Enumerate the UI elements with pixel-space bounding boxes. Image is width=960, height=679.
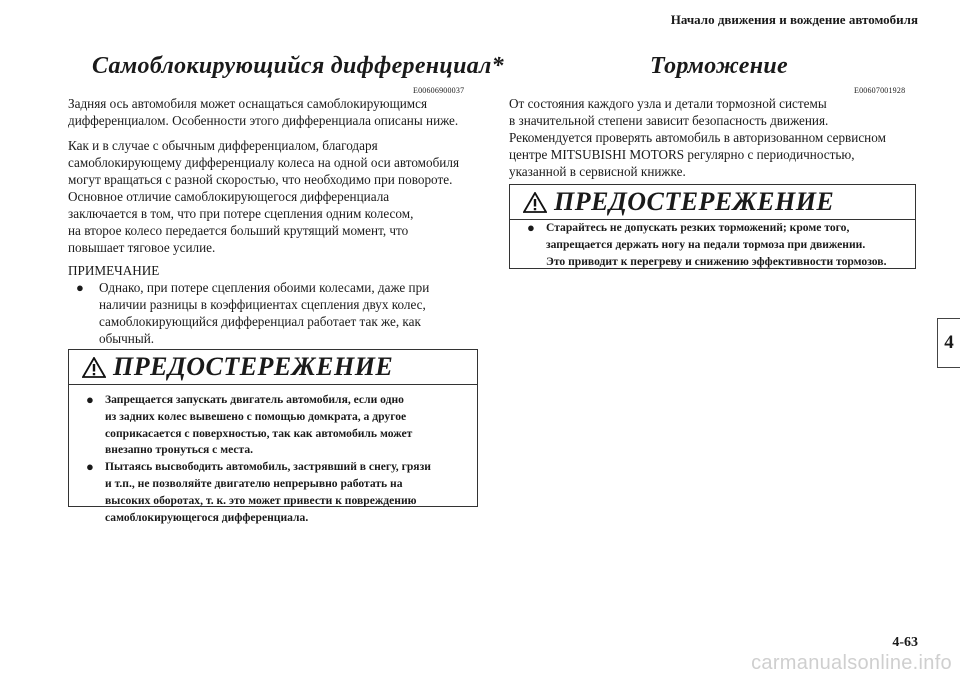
section-title-braking: Торможение bbox=[650, 53, 788, 79]
text-line: Основное отличие самоблокирующегося дифференциала bbox=[68, 189, 390, 204]
text-line: высоких оборотах, т. к. это может привести к повреждению bbox=[105, 493, 417, 507]
text-line: внезапно тронуться с места. bbox=[105, 443, 254, 457]
text-line: и т.п., не позволяйте двигателю непрерывно работать на bbox=[105, 476, 403, 490]
warning-item bbox=[69, 459, 477, 526]
note-label: ПРИМЕЧАНИЕ bbox=[68, 263, 160, 278]
text-line: могут вращаться с разной скоростью, что необходимо при повороте. bbox=[68, 172, 453, 187]
intro-paragraph bbox=[68, 95, 458, 129]
text-line: Как и в случае с обычным дифференциалом, благодаря bbox=[68, 138, 378, 153]
braking-paragraph bbox=[509, 95, 886, 180]
text-line: Это приводит к перегреву и снижению эффективности тормозов. bbox=[546, 254, 887, 268]
warning-title: ПРЕДОСТЕРЕЖЕНИЕ bbox=[113, 352, 394, 381]
section-code: E00606900037 bbox=[413, 86, 465, 95]
warning-item bbox=[69, 392, 477, 459]
explanation-paragraph bbox=[68, 137, 459, 256]
text-line: наличии разницы в коэффициентах сцепления двух колес, bbox=[99, 297, 426, 312]
text-line: самоблокирующийся дифференциал работает так же, как bbox=[99, 314, 421, 329]
text-line: запрещается держать ногу на педали тормоза при движении. bbox=[546, 237, 866, 251]
page-number: 4-63 bbox=[892, 635, 918, 650]
watermark: carmanualsonline.info bbox=[751, 652, 952, 674]
text-line: Пытаясь высвободить автомобиль, застрявший в снегу, грязи bbox=[105, 460, 431, 474]
note-item bbox=[68, 279, 468, 347]
section-code: E00607001928 bbox=[854, 86, 906, 95]
warning-list bbox=[69, 385, 477, 526]
bullet-icon: ● bbox=[86, 459, 94, 475]
bullet-icon: ● bbox=[527, 220, 535, 235]
text-line: самоблокирующему дифференциалу колеса на одной оси автомобиля bbox=[68, 155, 460, 170]
text-line: От состояния каждого узла и детали тормозной системы bbox=[509, 96, 827, 111]
text-line: на второе колесо передается больший крутящий момент, что bbox=[68, 223, 409, 238]
text-line: самоблокирующегося дифференциала. bbox=[105, 510, 309, 524]
warning-box-differential bbox=[68, 349, 478, 524]
text-line: Задняя ось автомобиля может оснащаться самоблокирующимся bbox=[68, 96, 428, 111]
warning-triangle-icon bbox=[523, 192, 547, 213]
text-line: повышает тяговое усилие. bbox=[68, 240, 216, 255]
text-line: дифференциалом. Особенности этого дифференциала описаны ниже. bbox=[68, 113, 459, 128]
warning-box-braking bbox=[509, 184, 916, 269]
text-line: из задних колес вывешено с помощью домкрата, а другое bbox=[105, 409, 407, 423]
text-line: Старайтесь не допускать резких торможений; кроме того, bbox=[546, 221, 850, 234]
section-title-locking-differential: Самоблокирующийся дифференциал* bbox=[92, 53, 504, 79]
text-line: заключается в том, что при потере сцепления одним колесом, bbox=[68, 206, 414, 221]
text-line: обычный. bbox=[99, 331, 155, 346]
text-line: центре MITSUBISHI MOTORS регулярно с периодичностью, bbox=[509, 147, 855, 162]
text-line: Запрещается запускать двигатель автомобиля, если одно bbox=[105, 393, 404, 406]
warning-list bbox=[510, 220, 915, 270]
warning-triangle-icon bbox=[82, 357, 106, 378]
warning-item bbox=[510, 220, 915, 270]
chapter-header: Начало движения и вождение автомобиля bbox=[670, 12, 918, 27]
text-line: Рекомендуется проверять автомобиль в авторизованном сервисном bbox=[509, 130, 886, 145]
warning-title: ПРЕДОСТЕРЕЖЕНИЕ bbox=[554, 187, 835, 216]
text-line: указанной в сервисной книжке. bbox=[509, 164, 686, 179]
bullet-icon: ● bbox=[86, 392, 94, 407]
text-line: Однако, при потере сцепления обоими колесами, даже при bbox=[99, 280, 430, 295]
text-line: в значительной степени зависит безопасность движения. bbox=[509, 113, 829, 128]
warning-header bbox=[510, 185, 915, 220]
text-line: соприкасается с поверхностью, так как автомобиль может bbox=[105, 426, 413, 440]
note-list bbox=[68, 279, 468, 347]
chapter-tab: 4 bbox=[937, 318, 960, 368]
warning-header bbox=[69, 350, 477, 385]
bullet-icon: ● bbox=[76, 280, 84, 295]
